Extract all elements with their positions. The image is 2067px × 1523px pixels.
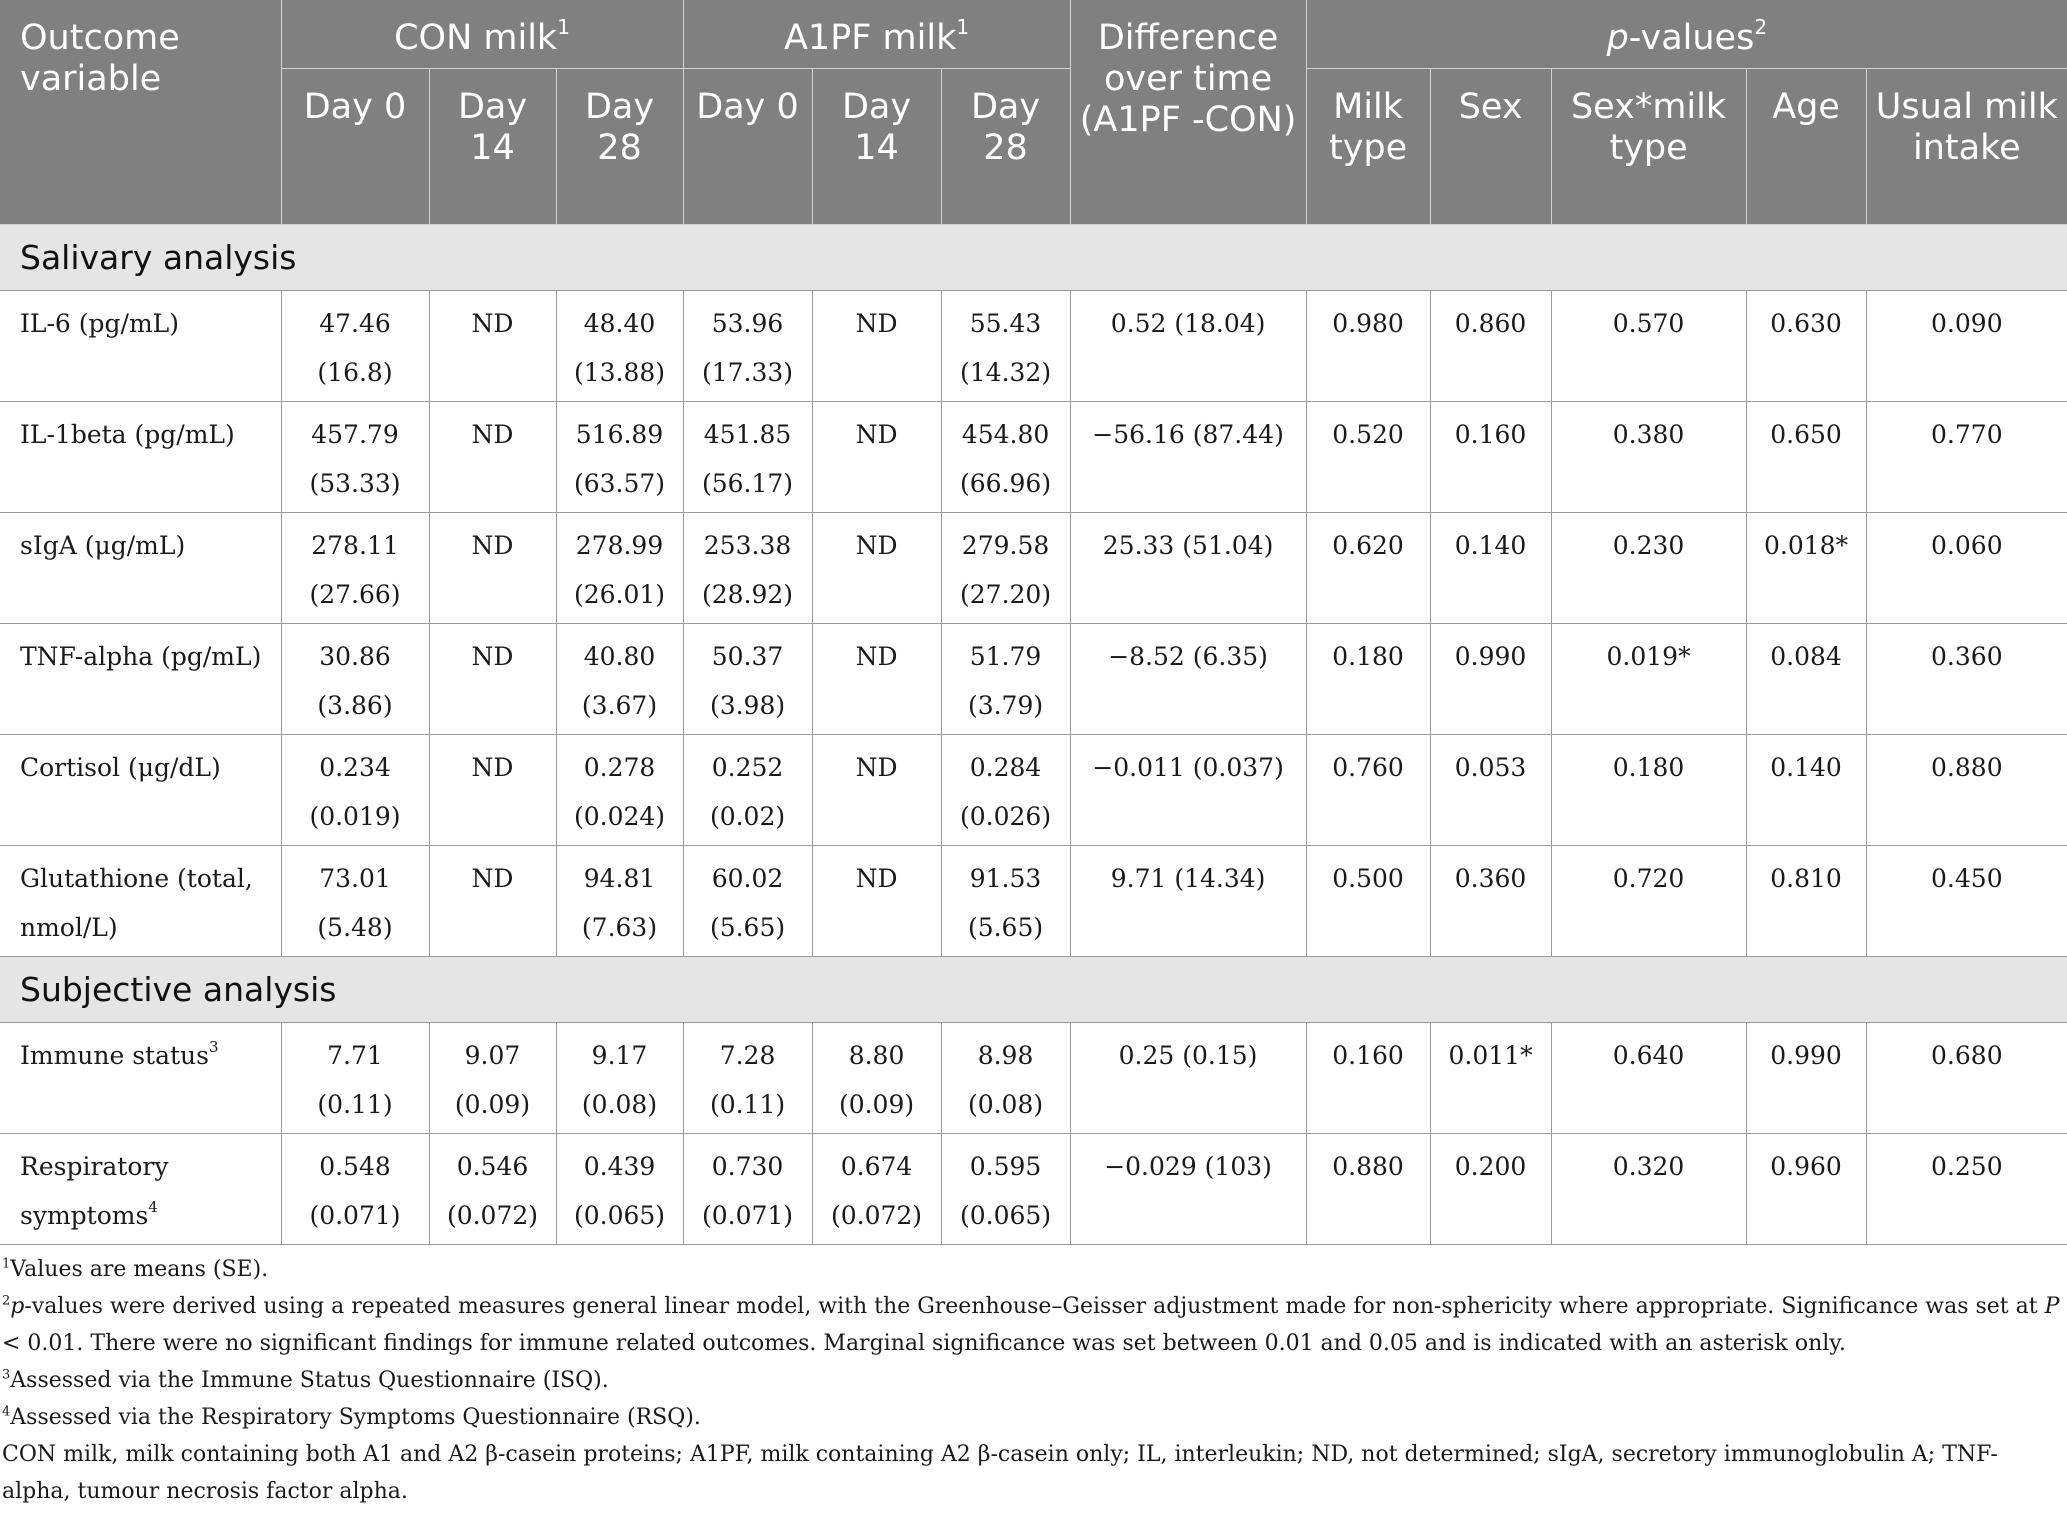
table-row [0, 1133, 2067, 1244]
p-value-cell: 0.160 [1430, 401, 1551, 512]
table-row [0, 1022, 2067, 1133]
header-p-sex: Sex [1430, 68, 1551, 224]
mean-value: ND [471, 641, 514, 671]
mean-value: 457.79 [311, 419, 399, 449]
mean-value: 8.80 [848, 1040, 905, 1070]
con-day-cell [429, 401, 556, 512]
con-day-cell [429, 290, 556, 401]
se-value: (0.019) [309, 801, 401, 831]
header-con-day-14: Day 14 [429, 68, 556, 224]
a1pf-day-cell [812, 401, 941, 512]
con-day-cell [281, 1022, 429, 1133]
p-value-cell: 0.320 [1551, 1133, 1746, 1244]
p-value-cell: 0.980 [1306, 290, 1430, 401]
outcome-variable-label: TNF-alpha (pg/mL) [20, 641, 262, 671]
a1pf-day-cell [941, 734, 1070, 845]
con-day-cell [556, 1133, 683, 1244]
outcome-variable-label: Cortisol (μg/dL) [20, 752, 221, 782]
se-value: (5.48) [317, 912, 393, 942]
a1pf-day-cell [941, 623, 1070, 734]
header-p-sex-milk-type: Sex*milk type [1551, 68, 1746, 224]
outcome-variable-cell [0, 401, 281, 512]
mean-value: 9.07 [464, 1040, 521, 1070]
outcome-variable-cell [0, 623, 281, 734]
mean-value: 0.234 [319, 752, 391, 782]
p-value-cell: 0.360 [1866, 623, 2067, 734]
p-value-cell: 0.140 [1430, 512, 1551, 623]
header-a1pf-day-14: Day 14 [812, 68, 941, 224]
p-value-cell: 0.760 [1306, 734, 1430, 845]
mean-value: 279.58 [961, 530, 1050, 560]
footnote-1: $^1$Values are means (SE). [2, 1256, 269, 1282]
table-row [0, 845, 2067, 956]
mean-value: 60.02 [711, 863, 784, 893]
se-value: (7.63) [581, 912, 658, 942]
con-day-cell [429, 623, 556, 734]
p-value-cell: 0.990 [1746, 1022, 1866, 1133]
se-value: (14.32) [960, 357, 1052, 387]
p-value-cell: 0.880 [1866, 734, 2067, 845]
p-value-cell: 0.140 [1746, 734, 1866, 845]
a1pf-day-cell [812, 1022, 941, 1133]
mean-value: ND [471, 419, 514, 449]
footnote-ref: 3 [209, 1038, 219, 1057]
difference-cell: −0.029 (103) [1070, 1133, 1306, 1244]
se-value: (0.09) [838, 1089, 915, 1119]
se-value: (28.92) [701, 579, 794, 609]
p-value-cell: 0.053 [1430, 734, 1551, 845]
a1pf-day-cell [683, 1133, 812, 1244]
p-value-cell: 0.500 [1306, 845, 1430, 956]
p-value-cell: 0.200 [1430, 1133, 1551, 1244]
table-header [0, 0, 2067, 224]
mean-value: 0.252 [711, 752, 784, 782]
mean-value: 91.53 [969, 863, 1042, 893]
mean-value: 48.40 [583, 308, 656, 338]
se-value: (0.072) [830, 1200, 923, 1230]
se-value: (53.33) [309, 468, 401, 498]
p-value-cell: 0.084 [1746, 623, 1866, 734]
difference-cell: 9.71 (14.34) [1070, 845, 1306, 956]
outcome-variable-label: IL-1beta (pg/mL) [20, 419, 235, 449]
a1pf-day-cell [941, 290, 1070, 401]
p-value-cell: 0.180 [1551, 734, 1746, 845]
a1pf-day-cell [683, 512, 812, 623]
p-value-cell: 0.990 [1430, 623, 1551, 734]
header-outcome-variable: Outcome variable [0, 0, 281, 224]
mean-value: 278.99 [575, 530, 664, 560]
difference-cell: −56.16 (87.44) [1070, 401, 1306, 512]
con-day-cell [281, 1133, 429, 1244]
mean-value: 253.38 [703, 530, 792, 560]
a1pf-day-cell [683, 1022, 812, 1133]
mean-value: ND [855, 308, 898, 338]
p-value-cell: 0.450 [1866, 845, 2067, 956]
p-value-cell: 0.880 [1306, 1133, 1430, 1244]
p-value-cell: 0.630 [1746, 290, 1866, 401]
a1pf-day-cell [683, 290, 812, 401]
a1pf-day-cell [683, 734, 812, 845]
se-value: (0.11) [317, 1089, 393, 1119]
se-value: (63.57) [573, 468, 666, 498]
se-value: (0.09) [454, 1089, 531, 1119]
p-value-cell: 0.960 [1746, 1133, 1866, 1244]
p-value-cell: 0.160 [1306, 1022, 1430, 1133]
footnote-2: $^2$p-values were derived using a repeated measures general linear model, with the Greenhouse–Geisser adjustment made for non-sphericity where appropriate. Significance was set at P < 0.01. There were no significant findings for immune related outcomes. Marginal significance was set between 0.01 and 0.05 and is indicated with an asterisk only. [2, 1293, 2060, 1356]
p-value-cell: 0.650 [1746, 401, 1866, 512]
mean-value: ND [471, 308, 514, 338]
con-day-cell [429, 1022, 556, 1133]
p-value-cell: 0.250 [1866, 1133, 2067, 1244]
con-day-cell [281, 623, 429, 734]
header-a1pf-day-28: Day 28 [941, 68, 1070, 224]
footnote-ref: 4 [148, 1198, 158, 1217]
header-p-age: Age [1746, 68, 1866, 224]
outcome-variable-cell [0, 290, 281, 401]
mean-value: 0.730 [711, 1151, 784, 1181]
mean-value: ND [471, 752, 514, 782]
con-day-cell [556, 734, 683, 845]
a1pf-day-cell [812, 290, 941, 401]
con-day-cell [556, 623, 683, 734]
con-day-cell [281, 290, 429, 401]
table-row [0, 734, 2067, 845]
mean-value: 278.11 [311, 530, 399, 560]
mean-value: ND [855, 530, 898, 560]
outcome-variable-label: IL-6 (pg/mL) [20, 308, 180, 338]
con-day-cell [429, 734, 556, 845]
outcome-variable-label: sIgA (μg/mL) [20, 530, 186, 560]
se-value: (3.79) [967, 690, 1044, 720]
table-row [0, 290, 2067, 401]
header-difference: Difference over time (A1PF -CON) [1070, 0, 1306, 224]
outcome-variable-label: Glutathione (total, nmol/L) [20, 863, 253, 942]
se-value: (3.98) [709, 690, 786, 720]
header-a1pf-day-0: Day 0 [683, 68, 812, 224]
a1pf-day-cell [941, 512, 1070, 623]
p-value-cell: 0.860 [1430, 290, 1551, 401]
se-value: (0.071) [701, 1200, 794, 1230]
p-value-cell: 0.018* [1746, 512, 1866, 623]
se-value: (3.67) [581, 690, 658, 720]
p-value-cell: 0.380 [1551, 401, 1746, 512]
p-value-cell: 0.019* [1551, 623, 1746, 734]
a1pf-day-cell [683, 845, 812, 956]
se-value: (27.20) [960, 579, 1052, 609]
a1pf-day-cell [941, 401, 1070, 512]
se-value: (0.026) [960, 801, 1052, 831]
con-day-cell [281, 512, 429, 623]
mean-value: 7.28 [719, 1040, 776, 1070]
mean-value: 451.85 [703, 419, 792, 449]
con-day-cell [556, 512, 683, 623]
outcome-variable-cell [0, 1133, 281, 1244]
mean-value: 55.43 [969, 308, 1042, 338]
mean-value: ND [855, 863, 898, 893]
a1pf-day-cell [812, 734, 941, 845]
con-day-cell [556, 401, 683, 512]
outcome-variable-label: Immune status [20, 1040, 209, 1070]
p-value-cell: 0.770 [1866, 401, 2067, 512]
mean-value: 53.96 [711, 308, 784, 338]
outcome-variable-cell [0, 1022, 281, 1133]
se-value: (0.08) [581, 1089, 658, 1119]
se-value: (16.8) [317, 357, 393, 387]
mean-value: ND [471, 530, 514, 560]
con-day-cell [429, 1133, 556, 1244]
p-value-cell: 0.570 [1551, 290, 1746, 401]
con-day-cell [556, 845, 683, 956]
con-day-cell [281, 845, 429, 956]
footnote-4: $^4$Assessed via the Respiratory Symptoms Questionnaire (RSQ). [2, 1404, 701, 1430]
se-value: (0.072) [446, 1200, 539, 1230]
difference-cell: −0.011 (0.037) [1070, 734, 1306, 845]
con-day-cell [556, 290, 683, 401]
se-value: (0.065) [960, 1200, 1052, 1230]
con-day-cell [429, 845, 556, 956]
se-value: (0.08) [967, 1089, 1044, 1119]
a1pf-day-cell [812, 512, 941, 623]
outcome-variable-label: Respiratory symptoms [20, 1151, 169, 1230]
a1pf-day-cell [683, 623, 812, 734]
mean-value: ND [471, 863, 514, 893]
se-value: (66.96) [960, 468, 1052, 498]
header-con-milk: CON milk$^1$ [281, 0, 683, 68]
a1pf-day-cell [812, 1133, 941, 1244]
outcome-variable-cell [0, 734, 281, 845]
con-day-cell [429, 512, 556, 623]
difference-cell: 25.33 (51.04) [1070, 512, 1306, 623]
se-value: (26.01) [573, 579, 666, 609]
se-value: (3.86) [317, 690, 393, 720]
se-value: (0.065) [573, 1200, 666, 1230]
header-con-day-28: Day 28 [556, 68, 683, 224]
mean-value: 0.284 [969, 752, 1042, 782]
con-day-cell [556, 1022, 683, 1133]
difference-cell: 0.52 (18.04) [1070, 290, 1306, 401]
mean-value: 47.46 [319, 308, 391, 338]
mean-value: 0.278 [583, 752, 656, 782]
mean-value: 8.98 [977, 1040, 1034, 1070]
se-value: (0.071) [309, 1200, 401, 1230]
header-p-usual-milk-intake: Usual milk intake [1866, 68, 2067, 224]
se-value: (13.88) [573, 357, 666, 387]
mean-value: 0.548 [319, 1151, 391, 1181]
p-value-cell: 0.720 [1551, 845, 1746, 956]
mean-value: 516.89 [575, 419, 664, 449]
section-title: Subjective analysis [0, 956, 2067, 1022]
mean-value: 0.546 [456, 1151, 529, 1181]
mean-value: 51.79 [969, 641, 1042, 671]
p-value-cell: 0.680 [1866, 1022, 2067, 1133]
mean-value: 50.37 [711, 641, 784, 671]
difference-cell: 0.25 (0.15) [1070, 1022, 1306, 1133]
header-a1pf-milk: A1PF milk$^1$ [683, 0, 1070, 68]
se-value: (56.17) [701, 468, 794, 498]
mean-value: 30.86 [319, 641, 391, 671]
a1pf-day-cell [941, 1133, 1070, 1244]
mean-value: ND [855, 752, 898, 782]
p-value-cell: 0.060 [1866, 512, 2067, 623]
header-p-values: p-values$^2$ [1306, 0, 2067, 68]
mean-value: 0.595 [969, 1151, 1042, 1181]
p-value-cell: 0.011* [1430, 1022, 1551, 1133]
section-row [0, 224, 2067, 290]
p-value-cell: 0.360 [1430, 845, 1551, 956]
con-day-cell [281, 401, 429, 512]
mean-value: 73.01 [319, 863, 391, 893]
table-row [0, 401, 2067, 512]
a1pf-day-cell [683, 401, 812, 512]
a1pf-day-cell [812, 623, 941, 734]
se-value: (27.66) [309, 579, 401, 609]
se-value: (0.11) [709, 1089, 786, 1119]
p-value-cell: 0.520 [1306, 401, 1430, 512]
footnote-3: $^3$Assessed via the Immune Status Questionnaire (ISQ). [2, 1367, 609, 1393]
table-row [0, 623, 2067, 734]
table-footnotes [0, 1245, 2067, 1510]
se-value: (0.02) [709, 801, 786, 831]
mean-value: 0.439 [583, 1151, 656, 1181]
table-body [0, 224, 2067, 1244]
mean-value: 0.674 [840, 1151, 913, 1181]
se-value: (0.024) [573, 801, 666, 831]
p-value-cell: 0.090 [1866, 290, 2067, 401]
p-value-cell: 0.620 [1306, 512, 1430, 623]
header-con-day-0: Day 0 [281, 68, 429, 224]
mean-value: 7.71 [327, 1040, 383, 1070]
p-value-cell: 0.810 [1746, 845, 1866, 956]
difference-cell: −8.52 (6.35) [1070, 623, 1306, 734]
se-value: (5.65) [709, 912, 786, 942]
a1pf-day-cell [812, 845, 941, 956]
a1pf-day-cell [941, 1022, 1070, 1133]
mean-value: 454.80 [961, 419, 1050, 449]
mean-value: 40.80 [583, 641, 656, 671]
mean-value: ND [855, 419, 898, 449]
se-value: (17.33) [701, 357, 794, 387]
outcome-variable-cell [0, 845, 281, 956]
p-value-cell: 0.230 [1551, 512, 1746, 623]
mean-value: 94.81 [583, 863, 656, 893]
section-title: Salivary analysis [0, 224, 2067, 290]
se-value: (5.65) [967, 912, 1044, 942]
outcome-variable-cell [0, 512, 281, 623]
p-value-cell: 0.640 [1551, 1022, 1746, 1133]
header-p-milk-type: Milk type [1306, 68, 1430, 224]
p-value-cell: 0.180 [1306, 623, 1430, 734]
section-row [0, 956, 2067, 1022]
table-row [0, 512, 2067, 623]
mean-value: 9.17 [591, 1040, 648, 1070]
a1pf-day-cell [941, 845, 1070, 956]
mean-value: ND [855, 641, 898, 671]
footnote-abbreviations: CON milk, milk containing both A1 and A2 β-casein proteins; A1PF, milk containing A2 β-casein only; IL, interleukin; ND, not determined; sIgA, secretory immunoglobulin A; TNF-alpha, tumour necrosis factor alpha. [2, 1441, 1998, 1504]
con-day-cell [281, 734, 429, 845]
